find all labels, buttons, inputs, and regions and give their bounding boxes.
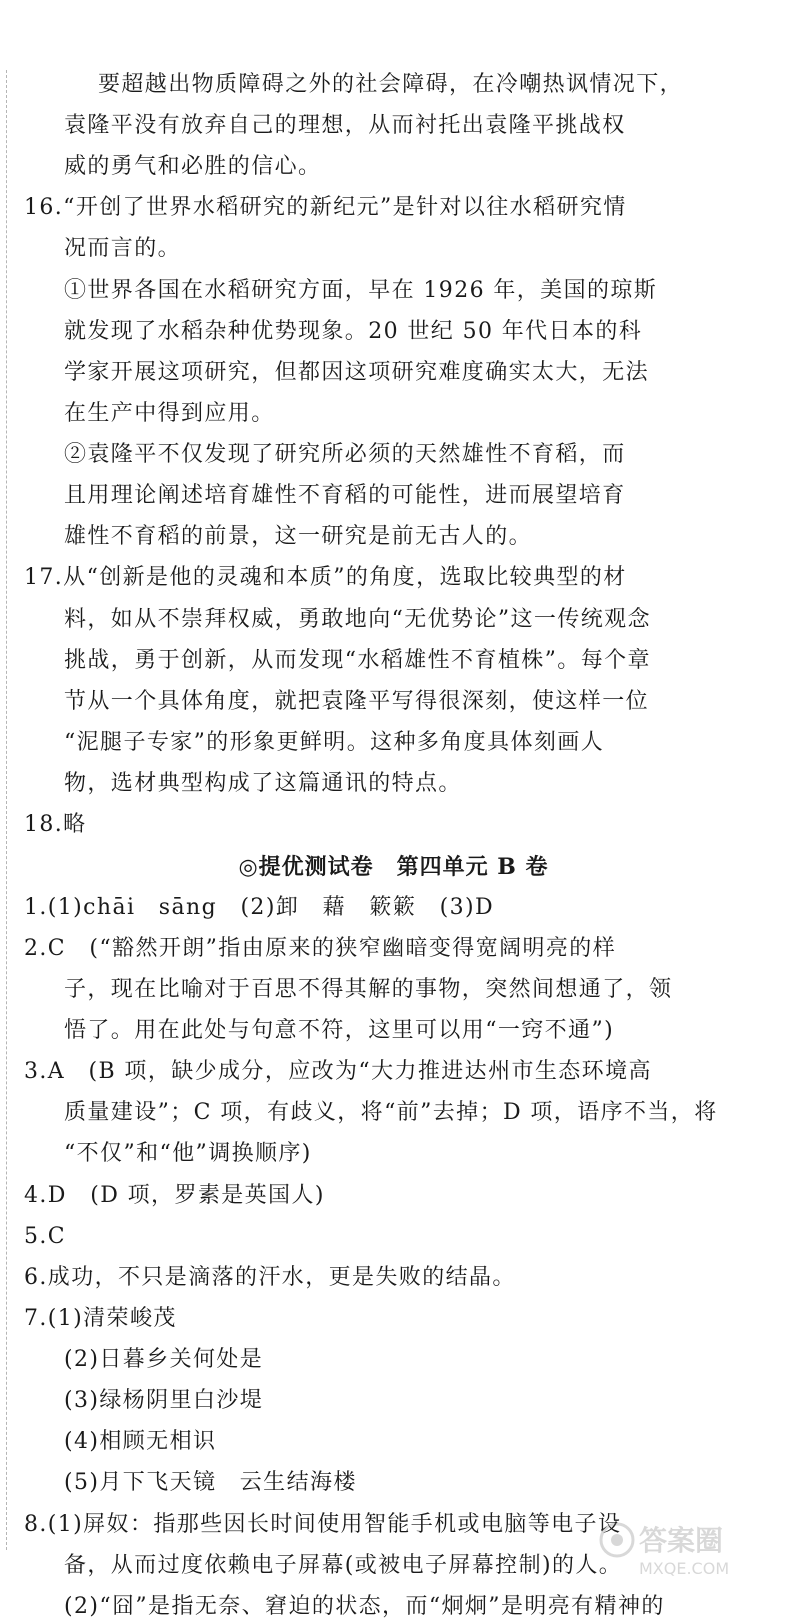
text-line: 就发现了水稻杂种优势现象。20 世纪 50 年代日本的科	[64, 319, 643, 344]
text-line: 要超越出物质障碍之外的社会障碍，在冷嘲热讽情况下，	[98, 72, 684, 97]
text-line: (2)日暮乡关何处是	[64, 1347, 264, 1372]
text-line: (2)“囧”是指无奈、窘迫的状态，而“炯炯”是明亮有精神的	[64, 1594, 665, 1619]
text-line: 悟了。用在此处与句意不符，这里可以用“一窍不通”)	[64, 1018, 615, 1043]
answer-3-line: 3.A (B 项，缺少成分，应改为“大力推进达州市生态环境高	[24, 1059, 652, 1084]
text-line: ②袁隆平不仅发现了研究所必须的天然雄性不育稻，而	[64, 442, 626, 467]
text-line: (3)绿杨阴里白沙堤	[64, 1388, 264, 1413]
text-line: “不仅”和“他”调换顺序)	[64, 1141, 312, 1166]
answer-5-line: 5.C	[24, 1224, 67, 1249]
text-line: 质量建设”；C 项，有歧义，将“前”去掉；D 项，语序不当，将	[64, 1100, 718, 1125]
text-line: ①世界各国在水稻研究方面，早在 1926 年，美国的琼斯	[64, 278, 658, 303]
text-line: 物，选材典型构成了这篇通讯的特点。	[64, 771, 462, 796]
text-line: 在生产中得到应用。	[64, 401, 275, 426]
answer-1-line: 1.(1)chāi sāng (2)卸 藉 簌簌 (3)D	[24, 895, 495, 920]
answer-17-line: 17.从“创新是他的灵魂和本质”的角度，选取比较典型的材	[24, 565, 627, 590]
svg-text:答案圈: 答案圈	[639, 1524, 724, 1557]
text-line: 挑战，勇于创新，从而发现“水稻雄性不育植株”。每个章	[64, 648, 651, 673]
answer-7-line: 7.(1)清荣峻茂	[24, 1306, 177, 1331]
answer-2-line: 2.C (“豁然开朗”指由原来的狭窄幽暗变得宽阔明亮的样	[24, 936, 617, 961]
text-line: (4)相顾无相识	[64, 1429, 217, 1454]
answer-8-line: 8.(1)屏奴：指那些因长时间使用智能手机或电脑等电子设	[24, 1512, 622, 1537]
text-line: 威的勇气和必胜的信心。	[64, 154, 322, 179]
svg-text:MXQE.COM: MXQE.COM	[639, 1559, 730, 1578]
margin-rule	[6, 70, 7, 1550]
answer-6-line: 6.成功，不只是滴落的汗水，更是失败的结晶。	[24, 1265, 516, 1290]
text-line: 学家开展这项研究，但都因这项研究难度确实太大，无法	[64, 360, 650, 385]
text-line: “泥腿子专家”的形象更鲜明。这种多角度具体刻画人	[64, 730, 605, 755]
text-line: (5)月下飞天镜 云生结海楼	[64, 1470, 357, 1495]
answer-18-line: 18.略	[24, 812, 87, 837]
text-line: 况而言的。	[64, 236, 182, 261]
answer-4-line: 4.D (D 项，罗素是英国人)	[24, 1183, 325, 1208]
text-line: 且用理论阐述培育雄性不育稻的可能性，进而展望培育	[64, 483, 626, 508]
text-line: 雄性不育稻的前景，这一研究是前无古人的。	[64, 524, 533, 549]
watermark-logo	[595, 1512, 765, 1582]
answer-16-line: 16.“开创了世界水稻研究的新纪元”是针对以往水稻研究情	[24, 195, 627, 220]
text-line: 子，现在比喻对于百思不得其解的事物，突然间想通了，领	[64, 977, 673, 1002]
text-line: 备，从而过度依赖电子屏幕(或被电子屏幕控制)的人。	[64, 1553, 623, 1578]
text-line: 料，如从不崇拜权威，勇敢地向“无优势论”这一传统观念	[64, 607, 651, 632]
section-heading: ◎提优测试卷 第四单元 B 卷	[238, 854, 549, 880]
text-line: 袁隆平没有放弃自己的理想，从而衬托出袁隆平挑战权	[64, 113, 626, 138]
text-line: 节从一个具体角度，就把袁隆平写得很深刻，使这样一位	[64, 689, 650, 714]
